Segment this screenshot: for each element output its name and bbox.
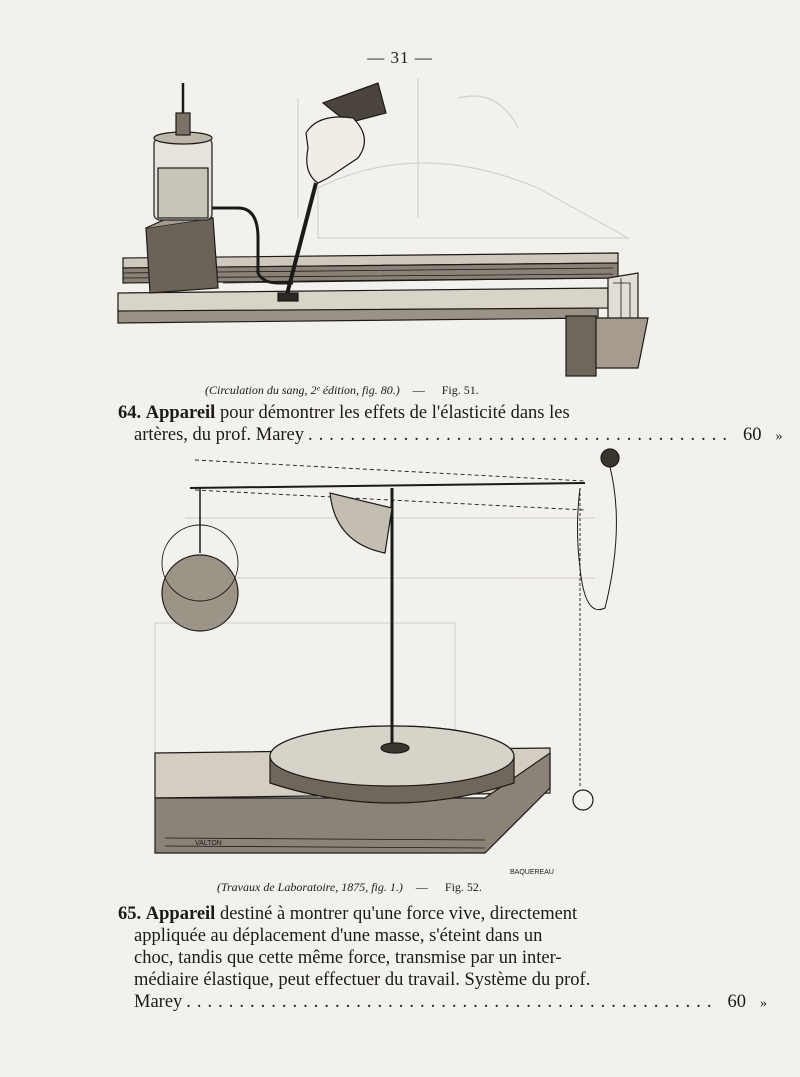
entry-65-line-3: choc, tandis que cette même force, transmise par un inter- (134, 948, 562, 968)
figure-52-illustration (155, 448, 625, 880)
entry-64-number: 64. (118, 403, 142, 423)
entry-65-price: 60 (727, 992, 747, 1012)
entry-65-line-2: appliquée au déplacement d'une masse, s'éteint dans un (134, 926, 543, 946)
engraver-valton: VALTON (195, 840, 222, 847)
entry-64-line-1-text: pour démontrer les effets de l'élasticité dans les (215, 403, 570, 423)
figure-51-source: (Circulation du sang, 2ᵉ édition, fig. 80.) (205, 383, 400, 397)
entry-65-line-1 (118, 903, 666, 925)
figure-52-caption (217, 880, 482, 895)
page-number: — 31 — (367, 48, 433, 67)
entry-65-line-1-text: destiné à montrer qu'une force vive, directement (215, 904, 578, 924)
entry-65-leader-dots: .................................................. (186, 992, 718, 1012)
entry-64-title: Appareil (145, 403, 216, 423)
entry-64-line-2 (118, 424, 783, 448)
entry-64-line-1 (118, 402, 666, 424)
entry-65-line-5 (118, 991, 768, 1015)
entry-64-leader-dots: ........................................ (308, 425, 734, 445)
figure-52-dash: — (415, 880, 428, 894)
figure-52-source: (Travaux de Laboratoire, 1875, fig. 1.) (217, 880, 403, 894)
entry-65-line-4: médiaire élastique, peut effectuer du travail. Système du prof. (134, 970, 591, 990)
entry-64-price: 60 (743, 425, 762, 445)
entry-64-franc-mark: » (775, 429, 783, 444)
engraver-baquereau: BAQUEREAU (510, 869, 554, 876)
figure-51-dash: — (412, 383, 425, 397)
catalog-entry-65 (118, 903, 768, 1015)
figure-51-caption (205, 383, 479, 398)
entry-64-line-2-text: artères, du prof. Marey (134, 425, 305, 445)
figure-52-number: Fig. 52. (444, 880, 482, 894)
figure-51-illustration (118, 78, 663, 383)
catalog-entry-64 (118, 402, 783, 448)
entry-65-line-5-text: Marey (134, 992, 183, 1012)
figure-51-number: Fig. 51. (441, 383, 479, 397)
entry-65-franc-mark: » (760, 996, 768, 1011)
entry-65-title: Appareil (145, 904, 216, 924)
entry-65-number: 65. (118, 904, 142, 924)
